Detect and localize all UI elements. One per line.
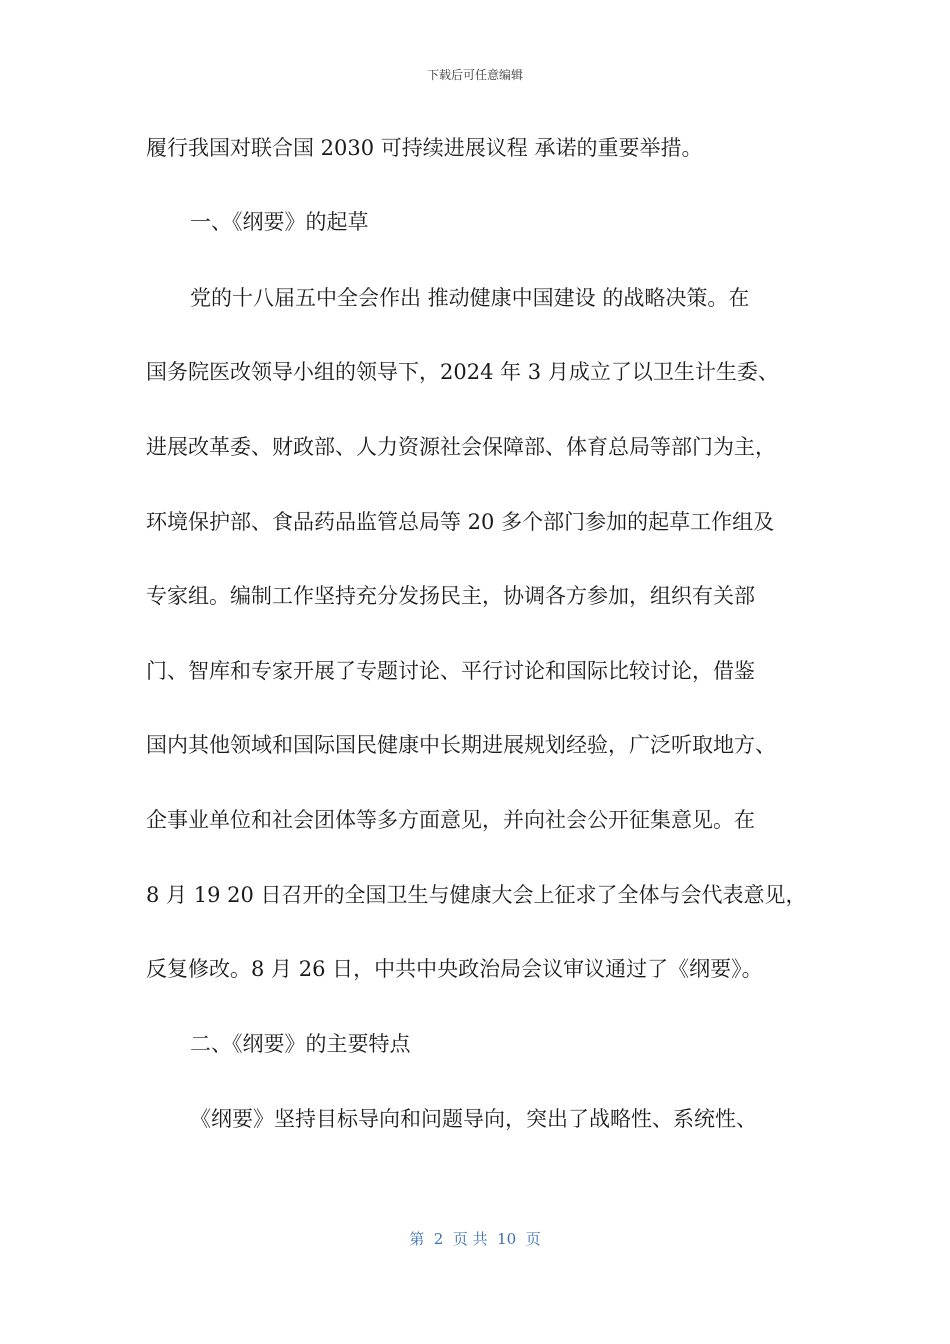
body-line: 党的十八届五中全会作出 推动健康中国建设 的战略决策。在 [190, 286, 750, 310]
section-heading: 二、《纲要》的主要特点 [190, 1032, 411, 1056]
body-line: 门、智库和专家开展了专题讨论、平行讨论和国际比较讨论，借鉴 [146, 659, 755, 683]
body-line: 国内其他领域和国际国民健康中长期进展规划经验，广泛听取地方、 [146, 733, 776, 757]
body-line: 国务院医改领导小组的领导下，2024 年 3 月成立了以卫生计生委、 [146, 360, 779, 384]
page-header-note: 下载后可任意编辑 [426, 68, 523, 82]
body-line: 专家组。编制工作坚持充分发扬民主，协调各方参加，组织有关部 [146, 584, 755, 608]
body-line: 进展改革委、财政部、人力资源社会保障部、体育总局等部门为主， [146, 435, 776, 459]
body-line: 8 月 19 20 日召开的全国卫生与健康大会上征求了全体与会代表意见， [146, 883, 807, 907]
section-heading: 一、《纲要》的起草 [190, 210, 369, 234]
page-number-footer: 第 2 页 共 10 页 [409, 1230, 541, 1248]
body-line: 企事业单位和社会团体等多方面意见，并向社会公开征集意见。在 [146, 808, 755, 832]
body-line: 《纲要》坚持目标导向和问题导向，突出了战略性、系统性、 [190, 1107, 757, 1131]
body-line: 环境保护部、食品药品监管总局等 20 多个部门参加的起草工作组及 [146, 510, 775, 534]
body-line: 履行我国对联合国 2030 可持续进展议程 承诺的重要举措。 [146, 136, 703, 160]
body-line: 反复修改。8 月 26 日，中共中央政治局会议审议通过了《纲要》。 [146, 957, 763, 981]
